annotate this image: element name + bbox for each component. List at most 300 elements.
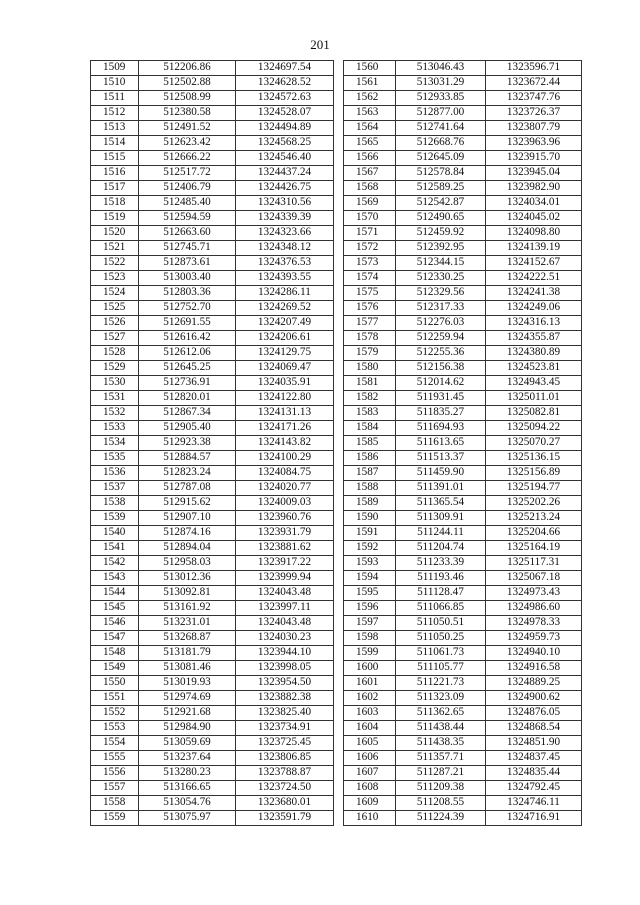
x-coordinate-cell: 511061.73 — [396, 646, 486, 661]
y-coordinate-cell: 1323954.50 — [236, 676, 334, 691]
point-number-cell: 1535 — [91, 451, 139, 466]
point-number-cell: 1554 — [91, 736, 139, 751]
x-coordinate-cell: 512255.36 — [396, 346, 486, 361]
table-row — [344, 376, 582, 391]
x-coordinate-cell: 512259.94 — [396, 331, 486, 346]
y-coordinate-cell: 1323734.91 — [236, 721, 334, 736]
table-row — [91, 676, 334, 691]
y-coordinate-cell: 1323963.96 — [486, 136, 582, 151]
table-row — [91, 61, 334, 76]
x-coordinate-cell: 511835.27 — [396, 406, 486, 421]
point-number-cell: 1581 — [344, 376, 396, 391]
table-row — [344, 451, 582, 466]
table-row — [91, 166, 334, 181]
point-number-cell: 1537 — [91, 481, 139, 496]
x-coordinate-cell: 511694.93 — [396, 421, 486, 436]
table-row — [344, 421, 582, 436]
point-number-cell: 1510 — [91, 76, 139, 91]
point-number-cell: 1600 — [344, 661, 396, 676]
x-coordinate-cell: 512741.64 — [396, 121, 486, 136]
y-coordinate-cell: 1323596.71 — [486, 61, 582, 76]
table-row — [344, 196, 582, 211]
table-row — [91, 736, 334, 751]
y-coordinate-cell: 1324628.52 — [236, 76, 334, 91]
x-coordinate-cell: 512508.99 — [139, 91, 236, 106]
table-row — [91, 301, 334, 316]
point-number-cell: 1536 — [91, 466, 139, 481]
table-row — [91, 631, 334, 646]
table-row — [91, 571, 334, 586]
table-row — [91, 661, 334, 676]
point-number-cell: 1524 — [91, 286, 139, 301]
table-row — [91, 376, 334, 391]
point-number-cell: 1578 — [344, 331, 396, 346]
table-row — [91, 91, 334, 106]
x-coordinate-cell: 512623.42 — [139, 136, 236, 151]
y-coordinate-cell: 1325117.31 — [486, 556, 582, 571]
y-coordinate-cell: 1324339.39 — [236, 211, 334, 226]
x-coordinate-cell: 512745.71 — [139, 241, 236, 256]
point-number-cell: 1601 — [344, 676, 396, 691]
table-row — [344, 166, 582, 181]
x-coordinate-cell: 513046.43 — [396, 61, 486, 76]
point-number-cell: 1582 — [344, 391, 396, 406]
y-coordinate-cell: 1324523.81 — [486, 361, 582, 376]
point-number-cell: 1522 — [91, 256, 139, 271]
y-coordinate-cell: 1324697.54 — [236, 61, 334, 76]
point-number-cell: 1530 — [91, 376, 139, 391]
table-row — [344, 331, 582, 346]
point-number-cell: 1590 — [344, 511, 396, 526]
point-number-cell: 1609 — [344, 796, 396, 811]
x-coordinate-cell: 512752.70 — [139, 301, 236, 316]
point-number-cell: 1547 — [91, 631, 139, 646]
point-number-cell: 1566 — [344, 151, 396, 166]
y-coordinate-cell: 1323807.79 — [486, 121, 582, 136]
table-row — [91, 226, 334, 241]
y-coordinate-cell: 1324249.06 — [486, 301, 582, 316]
point-number-cell: 1593 — [344, 556, 396, 571]
y-coordinate-cell: 1324286.11 — [236, 286, 334, 301]
x-coordinate-cell: 511362.65 — [396, 706, 486, 721]
table-row — [91, 691, 334, 706]
point-number-cell: 1561 — [344, 76, 396, 91]
y-coordinate-cell: 1325094.22 — [486, 421, 582, 436]
x-coordinate-cell: 512317.33 — [396, 301, 486, 316]
y-coordinate-cell: 1324069.47 — [236, 361, 334, 376]
page-number: 201 — [310, 37, 330, 52]
point-number-cell: 1589 — [344, 496, 396, 511]
y-coordinate-cell: 1323945.04 — [486, 166, 582, 181]
x-coordinate-cell: 512616.42 — [139, 331, 236, 346]
x-coordinate-cell: 512668.76 — [396, 136, 486, 151]
table-row — [91, 436, 334, 451]
point-number-cell: 1564 — [344, 121, 396, 136]
point-number-cell: 1577 — [344, 316, 396, 331]
x-coordinate-cell: 512803.36 — [139, 286, 236, 301]
x-coordinate-cell: 511224.39 — [396, 811, 486, 826]
table-row — [91, 316, 334, 331]
x-coordinate-cell: 512663.60 — [139, 226, 236, 241]
x-coordinate-cell: 512958.03 — [139, 556, 236, 571]
point-number-cell: 1546 — [91, 616, 139, 631]
point-number-cell: 1549 — [91, 661, 139, 676]
y-coordinate-cell: 1324131.13 — [236, 406, 334, 421]
table-row — [344, 391, 582, 406]
point-number-cell: 1516 — [91, 166, 139, 181]
x-coordinate-cell: 512974.69 — [139, 691, 236, 706]
x-coordinate-cell: 511931.45 — [396, 391, 486, 406]
point-number-cell: 1513 — [91, 121, 139, 136]
y-coordinate-cell: 1324916.58 — [486, 661, 582, 676]
table-row — [344, 691, 582, 706]
table-row — [91, 751, 334, 766]
point-number-cell: 1511 — [91, 91, 139, 106]
point-number-cell: 1603 — [344, 706, 396, 721]
x-coordinate-cell: 512329.56 — [396, 286, 486, 301]
y-coordinate-cell: 1325082.81 — [486, 406, 582, 421]
table-body — [91, 61, 334, 826]
table-row — [344, 61, 582, 76]
point-number-cell: 1539 — [91, 511, 139, 526]
x-coordinate-cell: 511128.47 — [396, 586, 486, 601]
y-coordinate-cell: 1323997.11 — [236, 601, 334, 616]
table-row — [344, 91, 582, 106]
table-row — [91, 766, 334, 781]
table-row — [344, 661, 582, 676]
table-row — [91, 241, 334, 256]
y-coordinate-cell: 1325070.27 — [486, 436, 582, 451]
point-number-cell: 1550 — [91, 676, 139, 691]
table-row — [344, 721, 582, 736]
point-number-cell: 1555 — [91, 751, 139, 766]
point-number-cell: 1608 — [344, 781, 396, 796]
point-number-cell: 1534 — [91, 436, 139, 451]
y-coordinate-cell: 1324034.01 — [486, 196, 582, 211]
y-coordinate-cell: 1324900.62 — [486, 691, 582, 706]
x-coordinate-cell: 512645.25 — [139, 361, 236, 376]
point-number-cell: 1568 — [344, 181, 396, 196]
table-row — [91, 346, 334, 361]
y-coordinate-cell: 1324269.52 — [236, 301, 334, 316]
y-coordinate-cell: 1323591.79 — [236, 811, 334, 826]
table-row — [344, 286, 582, 301]
point-number-cell: 1607 — [344, 766, 396, 781]
x-coordinate-cell: 511193.46 — [396, 571, 486, 586]
y-coordinate-cell: 1324129.75 — [236, 346, 334, 361]
table-row — [91, 706, 334, 721]
table-row — [344, 706, 582, 721]
y-coordinate-cell: 1324043.48 — [236, 586, 334, 601]
x-coordinate-cell: 512787.08 — [139, 481, 236, 496]
x-coordinate-cell: 511613.65 — [396, 436, 486, 451]
y-coordinate-cell: 1324035.91 — [236, 376, 334, 391]
coordinates-table-left — [90, 60, 334, 826]
y-coordinate-cell: 1324978.33 — [486, 616, 582, 631]
x-coordinate-cell: 512877.00 — [396, 106, 486, 121]
coordinates-table-right — [343, 60, 582, 826]
point-number-cell: 1527 — [91, 331, 139, 346]
y-coordinate-cell: 1324959.73 — [486, 631, 582, 646]
x-coordinate-cell: 512907.10 — [139, 511, 236, 526]
point-number-cell: 1559 — [91, 811, 139, 826]
table-row — [91, 721, 334, 736]
y-coordinate-cell: 1323882.38 — [236, 691, 334, 706]
table-row — [91, 361, 334, 376]
point-number-cell: 1517 — [91, 181, 139, 196]
table-row — [91, 406, 334, 421]
table-row — [344, 811, 582, 826]
x-coordinate-cell: 511365.54 — [396, 496, 486, 511]
y-coordinate-cell: 1325202.26 — [486, 496, 582, 511]
y-coordinate-cell: 1325204.66 — [486, 526, 582, 541]
x-coordinate-cell: 511438.44 — [396, 721, 486, 736]
table-row — [344, 751, 582, 766]
x-coordinate-cell: 512884.57 — [139, 451, 236, 466]
y-coordinate-cell: 1324030.23 — [236, 631, 334, 646]
point-number-cell: 1556 — [91, 766, 139, 781]
x-coordinate-cell: 512380.58 — [139, 106, 236, 121]
point-number-cell: 1597 — [344, 616, 396, 631]
point-number-cell: 1594 — [344, 571, 396, 586]
x-coordinate-cell: 512276.03 — [396, 316, 486, 331]
x-coordinate-cell: 513059.69 — [139, 736, 236, 751]
table-row — [91, 421, 334, 436]
x-coordinate-cell: 511513.37 — [396, 451, 486, 466]
point-number-cell: 1515 — [91, 151, 139, 166]
y-coordinate-cell: 1324973.43 — [486, 586, 582, 601]
x-coordinate-cell: 512502.88 — [139, 76, 236, 91]
point-number-cell: 1553 — [91, 721, 139, 736]
point-number-cell: 1595 — [344, 586, 396, 601]
x-coordinate-cell: 513231.01 — [139, 616, 236, 631]
x-coordinate-cell: 511209.38 — [396, 781, 486, 796]
x-coordinate-cell: 512392.95 — [396, 241, 486, 256]
y-coordinate-cell: 1324020.77 — [236, 481, 334, 496]
x-coordinate-cell: 512206.86 — [139, 61, 236, 76]
table-row — [344, 106, 582, 121]
y-coordinate-cell: 1325136.15 — [486, 451, 582, 466]
table-row — [344, 406, 582, 421]
table-row — [91, 526, 334, 541]
table-row — [344, 316, 582, 331]
x-coordinate-cell: 512923.38 — [139, 436, 236, 451]
table-row — [91, 286, 334, 301]
point-number-cell: 1605 — [344, 736, 396, 751]
x-coordinate-cell: 512894.04 — [139, 541, 236, 556]
x-coordinate-cell: 511438.35 — [396, 736, 486, 751]
y-coordinate-cell: 1324943.45 — [486, 376, 582, 391]
point-number-cell: 1571 — [344, 226, 396, 241]
y-coordinate-cell: 1324426.75 — [236, 181, 334, 196]
x-coordinate-cell: 512406.79 — [139, 181, 236, 196]
x-coordinate-cell: 512589.25 — [396, 181, 486, 196]
y-coordinate-cell: 1324122.80 — [236, 391, 334, 406]
x-coordinate-cell: 512490.65 — [396, 211, 486, 226]
point-number-cell: 1552 — [91, 706, 139, 721]
table-row — [344, 676, 582, 691]
table-row — [344, 466, 582, 481]
point-number-cell: 1532 — [91, 406, 139, 421]
x-coordinate-cell: 511050.25 — [396, 631, 486, 646]
table-row — [91, 781, 334, 796]
y-coordinate-cell: 1323806.85 — [236, 751, 334, 766]
table-row — [344, 436, 582, 451]
x-coordinate-cell: 512820.01 — [139, 391, 236, 406]
table-row — [91, 646, 334, 661]
point-number-cell: 1599 — [344, 646, 396, 661]
y-coordinate-cell: 1324393.55 — [236, 271, 334, 286]
point-number-cell: 1586 — [344, 451, 396, 466]
x-coordinate-cell: 511208.55 — [396, 796, 486, 811]
x-coordinate-cell: 512666.22 — [139, 151, 236, 166]
x-coordinate-cell: 513075.97 — [139, 811, 236, 826]
point-number-cell: 1519 — [91, 211, 139, 226]
table-row — [344, 346, 582, 361]
x-coordinate-cell: 513280.23 — [139, 766, 236, 781]
x-coordinate-cell: 511244.11 — [396, 526, 486, 541]
point-number-cell: 1575 — [344, 286, 396, 301]
x-coordinate-cell: 513031.29 — [396, 76, 486, 91]
x-coordinate-cell: 512459.92 — [396, 226, 486, 241]
table-row — [344, 121, 582, 136]
y-coordinate-cell: 1324986.60 — [486, 601, 582, 616]
point-number-cell: 1610 — [344, 811, 396, 826]
x-coordinate-cell: 511221.73 — [396, 676, 486, 691]
x-coordinate-cell: 513092.81 — [139, 586, 236, 601]
table-row — [344, 211, 582, 226]
y-coordinate-cell: 1323788.87 — [236, 766, 334, 781]
y-coordinate-cell: 1324143.82 — [236, 436, 334, 451]
point-number-cell: 1576 — [344, 301, 396, 316]
y-coordinate-cell: 1325194.77 — [486, 481, 582, 496]
x-coordinate-cell: 512344.15 — [396, 256, 486, 271]
table-row — [91, 481, 334, 496]
point-number-cell: 1531 — [91, 391, 139, 406]
table-row — [344, 241, 582, 256]
y-coordinate-cell: 1324323.66 — [236, 226, 334, 241]
x-coordinate-cell: 513166.65 — [139, 781, 236, 796]
table-row — [344, 256, 582, 271]
y-coordinate-cell: 1324241.38 — [486, 286, 582, 301]
y-coordinate-cell: 1324380.89 — [486, 346, 582, 361]
y-coordinate-cell: 1324009.03 — [236, 496, 334, 511]
y-coordinate-cell: 1323944.10 — [236, 646, 334, 661]
point-number-cell: 1587 — [344, 466, 396, 481]
point-number-cell: 1520 — [91, 226, 139, 241]
point-number-cell: 1565 — [344, 136, 396, 151]
x-coordinate-cell: 512517.72 — [139, 166, 236, 181]
point-number-cell: 1512 — [91, 106, 139, 121]
point-number-cell: 1563 — [344, 106, 396, 121]
point-number-cell: 1602 — [344, 691, 396, 706]
table-row — [344, 736, 582, 751]
table-row — [344, 136, 582, 151]
x-coordinate-cell: 512691.55 — [139, 316, 236, 331]
x-coordinate-cell: 513161.92 — [139, 601, 236, 616]
y-coordinate-cell: 1323747.76 — [486, 91, 582, 106]
y-coordinate-cell: 1325156.89 — [486, 466, 582, 481]
table-row — [91, 256, 334, 271]
x-coordinate-cell: 512905.40 — [139, 421, 236, 436]
table-row — [344, 586, 582, 601]
table-row — [91, 391, 334, 406]
point-number-cell: 1528 — [91, 346, 139, 361]
y-coordinate-cell: 1324792.45 — [486, 781, 582, 796]
y-coordinate-cell: 1324100.29 — [236, 451, 334, 466]
table-row — [344, 511, 582, 526]
table-row — [344, 541, 582, 556]
x-coordinate-cell: 511391.01 — [396, 481, 486, 496]
table-row — [91, 601, 334, 616]
y-coordinate-cell: 1324568.25 — [236, 136, 334, 151]
x-coordinate-cell: 512921.68 — [139, 706, 236, 721]
x-coordinate-cell: 512594.59 — [139, 211, 236, 226]
y-coordinate-cell: 1324837.45 — [486, 751, 582, 766]
table-row — [91, 196, 334, 211]
table-row — [91, 136, 334, 151]
point-number-cell: 1538 — [91, 496, 139, 511]
x-coordinate-cell: 512867.34 — [139, 406, 236, 421]
y-coordinate-cell: 1324376.53 — [236, 256, 334, 271]
y-coordinate-cell: 1324889.25 — [486, 676, 582, 691]
y-coordinate-cell: 1324207.49 — [236, 316, 334, 331]
table-row — [344, 616, 582, 631]
table-row — [91, 331, 334, 346]
x-coordinate-cell: 513012.36 — [139, 571, 236, 586]
point-number-cell: 1544 — [91, 586, 139, 601]
y-coordinate-cell: 1323680.01 — [236, 796, 334, 811]
point-number-cell: 1584 — [344, 421, 396, 436]
table-row — [344, 601, 582, 616]
point-number-cell: 1551 — [91, 691, 139, 706]
y-coordinate-cell: 1323960.76 — [236, 511, 334, 526]
table-row — [344, 481, 582, 496]
x-coordinate-cell: 513081.46 — [139, 661, 236, 676]
table-row — [91, 616, 334, 631]
table-row — [344, 496, 582, 511]
y-coordinate-cell: 1323998.05 — [236, 661, 334, 676]
y-coordinate-cell: 1324098.80 — [486, 226, 582, 241]
table-row — [344, 301, 582, 316]
x-coordinate-cell: 512823.24 — [139, 466, 236, 481]
y-coordinate-cell: 1324528.07 — [236, 106, 334, 121]
table-row — [344, 556, 582, 571]
x-coordinate-cell: 511309.91 — [396, 511, 486, 526]
y-coordinate-cell: 1324746.11 — [486, 796, 582, 811]
x-coordinate-cell: 511357.71 — [396, 751, 486, 766]
point-number-cell: 1542 — [91, 556, 139, 571]
x-coordinate-cell: 512156.38 — [396, 361, 486, 376]
y-coordinate-cell: 1323915.70 — [486, 151, 582, 166]
point-number-cell: 1523 — [91, 271, 139, 286]
point-number-cell: 1570 — [344, 211, 396, 226]
y-coordinate-cell: 1324835.44 — [486, 766, 582, 781]
x-coordinate-cell: 511287.21 — [396, 766, 486, 781]
point-number-cell: 1567 — [344, 166, 396, 181]
point-number-cell: 1606 — [344, 751, 396, 766]
x-coordinate-cell: 512612.06 — [139, 346, 236, 361]
point-number-cell: 1562 — [344, 91, 396, 106]
y-coordinate-cell: 1324045.02 — [486, 211, 582, 226]
table-row — [91, 511, 334, 526]
point-number-cell: 1526 — [91, 316, 139, 331]
table-row — [344, 76, 582, 91]
y-coordinate-cell: 1324152.67 — [486, 256, 582, 271]
y-coordinate-cell: 1325011.01 — [486, 391, 582, 406]
point-number-cell: 1541 — [91, 541, 139, 556]
y-coordinate-cell: 1323724.50 — [236, 781, 334, 796]
